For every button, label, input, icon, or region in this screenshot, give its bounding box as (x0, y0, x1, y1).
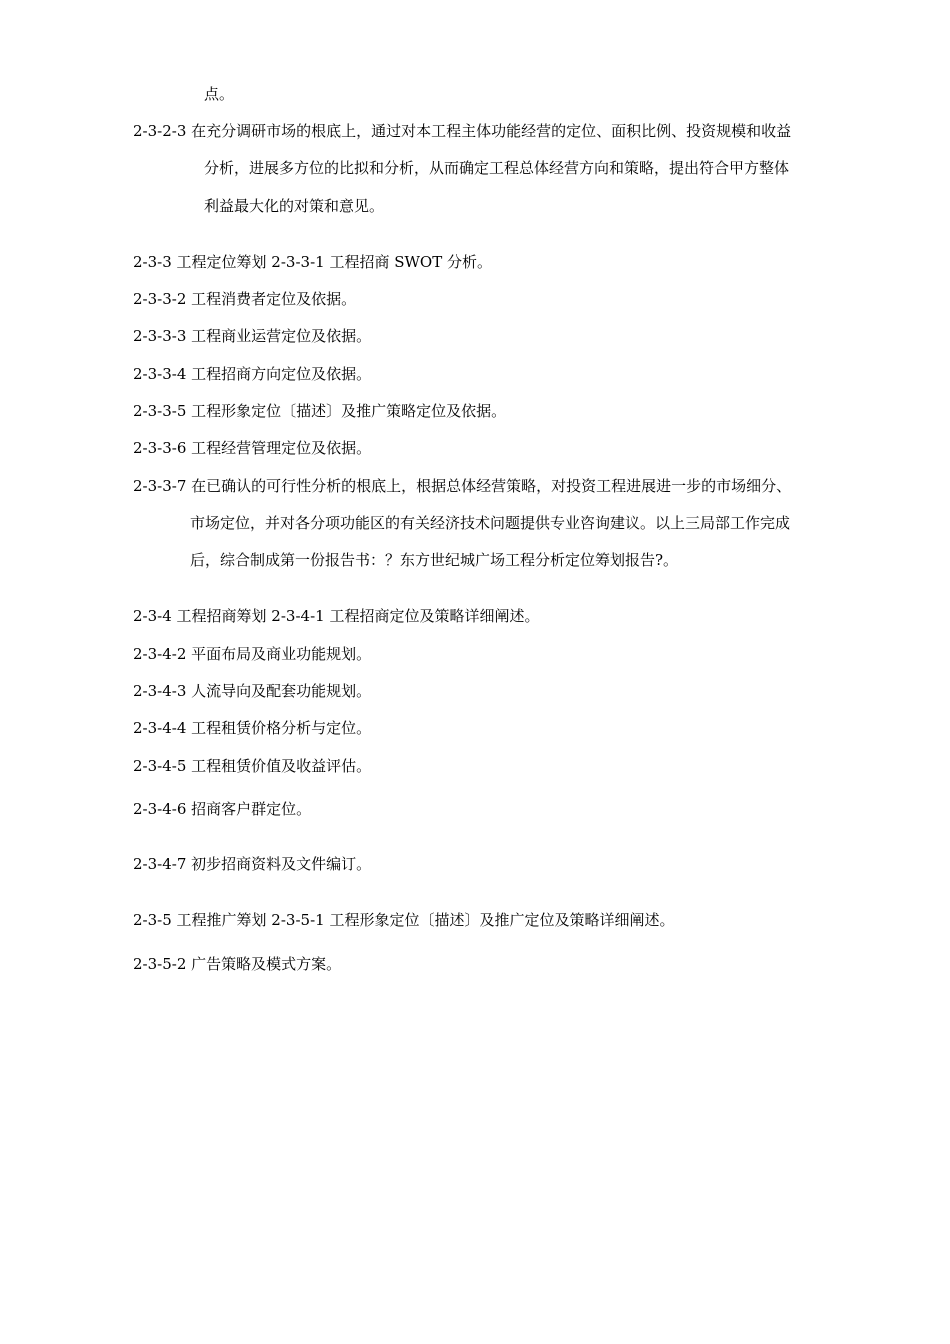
text-line-2-3-5-2: 2-3-5-2 广告策略及模式方案。 (133, 955, 342, 973)
text-line-2-3-4-6: 2-3-4-6 招商客户群定位。 (133, 800, 312, 818)
text-line-2-3-4-3: 2-3-4-3 人流导向及配套功能规划。 (133, 682, 372, 700)
text-line-2-3-3-6: 2-3-3-6 工程经营管理定位及依据。 (133, 439, 372, 457)
text-line-2-3-2-3-cont-2: 利益最大化的对策和意见。 (204, 197, 385, 215)
text-line-2-3-3: 2-3-3 工程定位筹划 2-3-3-1 工程招商 SWOT 分析。 (133, 253, 492, 271)
text-line-2-3-3-2: 2-3-3-2 工程消费者定位及依据。 (133, 290, 357, 308)
text-line-2-3-3-7-cont-1: 市场定位，并对各分项功能区的有关经济技术问题提供专业咨询建议。以上三局部工作完成 (190, 514, 791, 532)
text-line-2-3-3-7-cont-2: 后，综合制成第一份报告书：？东方世纪城广场工程分析定位筹划报告?。 (190, 551, 679, 569)
text-line-2-3-5: 2-3-5 工程推广筹划 2-3-5-1 工程形象定位〔描述〕及推广定位及策略详细阐述。 (133, 911, 675, 929)
text-line-2-3-4-2: 2-3-4-2 平面布局及商业功能规划。 (133, 645, 372, 663)
text-line-2-3-4-4: 2-3-4-4 工程租赁价格分析与定位。 (133, 719, 372, 737)
text-line-2-3-4-5: 2-3-4-5 工程租赁价值及收益评估。 (133, 757, 372, 775)
text-line-2-3-4: 2-3-4 工程招商筹划 2-3-4-1 工程招商定位及策略详细阐述。 (133, 607, 540, 625)
text-line-continuation: 点。 (204, 85, 235, 103)
text-line-2-3-3-3: 2-3-3-3 工程商业运营定位及依据。 (133, 327, 372, 345)
text-line-2-3-4-7: 2-3-4-7 初步招商资料及文件编订。 (133, 855, 372, 873)
text-line-2-3-3-4: 2-3-3-4 工程招商方向定位及依据。 (133, 365, 372, 383)
text-line-2-3-2-3: 2-3-2-3 在充分调研市场的根底上，通过对本工程主体功能经营的定位、面积比例、投资规模和收益 (133, 122, 792, 140)
text-line-2-3-3-7: 2-3-3-7 在已确认的可行性分析的根底上，根据总体经营策略，对投资工程进展进一步的市场细分、 (133, 477, 792, 495)
text-line-2-3-2-3-cont-1: 分析，进展多方位的比拟和分析，从而确定工程总体经营方向和策略，提出符合甲方整体 (204, 159, 790, 177)
text-line-2-3-3-5: 2-3-3-5 工程形象定位〔描述〕及推广策略定位及依据。 (133, 402, 507, 420)
